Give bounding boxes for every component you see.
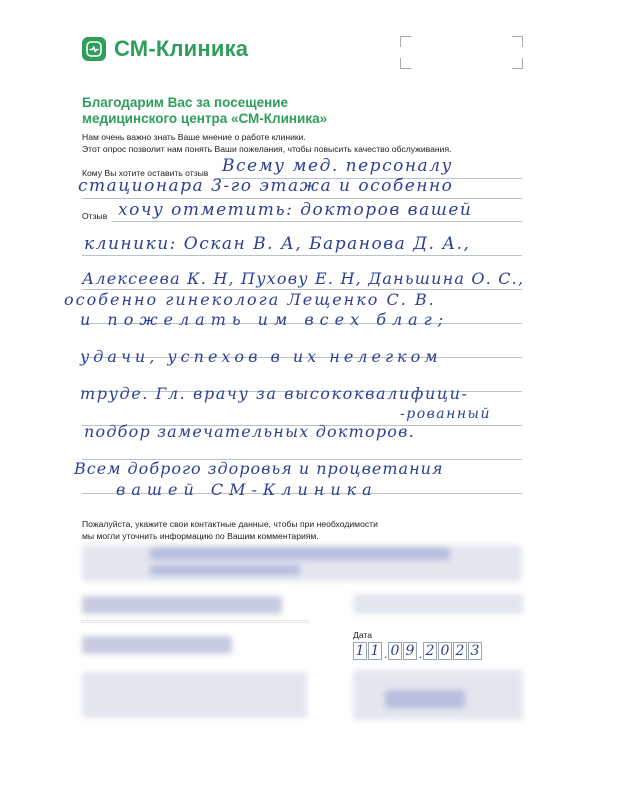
- heading-line: медицинского центра «СМ-Клиника»: [82, 111, 328, 126]
- brand-logo: [82, 36, 248, 62]
- date-digit: 1: [368, 642, 382, 660]
- intro-line: Этот опрос позволит нам понять Ваши пожелания, чтобы повысить качество обслуживания.: [82, 143, 452, 154]
- redacted-field: [82, 596, 282, 614]
- redacted-field: [82, 672, 307, 718]
- heading-line: Благодарим Вас за посещение: [82, 95, 289, 110]
- handwritten-line: и пожелать им всех благ;: [80, 310, 450, 329]
- scan-corner-mark: [512, 36, 523, 47]
- date-field: [353, 642, 483, 660]
- page-heading: [82, 95, 382, 127]
- handwritten-line: особенно гинеколога Лещенко С. В.: [64, 290, 436, 309]
- handwritten-line: Всему мед. персоналу: [222, 156, 453, 176]
- brand-name: СМ-Клиника: [114, 36, 249, 61]
- redacted-signature: [385, 690, 465, 708]
- date-digit: 3: [468, 642, 482, 660]
- handwritten-line: подбор замечательных докторов.: [84, 422, 415, 441]
- handwritten-line: клиники: Оскан В. А, Баранова Д. А.,: [84, 234, 471, 254]
- writing-line: [112, 221, 522, 222]
- handwritten-line: вашей СМ-Клиника: [116, 480, 378, 499]
- date-digit: 2: [423, 642, 437, 660]
- scan-corner-mark: [400, 58, 411, 69]
- date-digit: 0: [388, 642, 402, 660]
- phone-field-box: [82, 620, 309, 623]
- intro-text: [82, 132, 502, 155]
- redacted-handwriting: [150, 565, 300, 575]
- writing-line: [82, 198, 522, 199]
- handwritten-line: Всем доброго здоровья и процветания: [74, 459, 444, 478]
- date-digit: 9: [403, 642, 417, 660]
- redacted-field: [82, 636, 232, 654]
- date-digit: 1: [353, 642, 367, 660]
- handwritten-line: труде. Гл. врачу за высококвалифици-: [80, 384, 469, 403]
- handwritten-line: стационара 3-го этажа и особенно: [78, 176, 454, 196]
- date-digit: 2: [453, 642, 467, 660]
- redacted-handwriting: [150, 548, 450, 560]
- contact-request-text: [82, 519, 442, 542]
- date-digit: 0: [438, 642, 452, 660]
- writing-line: [82, 255, 522, 256]
- scan-corner-mark: [512, 58, 523, 69]
- handwritten-line: хочу отметить: докторов вашей: [118, 200, 473, 220]
- handwritten-line: Алексеева К. Н, Пухову Е. Н, Даньшина О. С.,: [82, 269, 525, 288]
- review-label: Отзыв: [82, 211, 108, 221]
- to-whom-label: Кому Вы хотите оставить отзыв: [82, 168, 209, 178]
- handwritten-line: -рованный: [400, 406, 491, 422]
- handwritten-line: удачи, успехов в их нелегком: [80, 347, 442, 366]
- date-separator: .: [383, 647, 388, 661]
- brand-heart-icon: [82, 37, 106, 61]
- contact-line: мы могли уточнить информацию по Вашим комментариям.: [82, 530, 319, 541]
- intro-line: Нам очень важно знать Ваше мнение о работе клиники.: [82, 132, 306, 142]
- scan-corner-mark: [400, 36, 411, 47]
- contact-line: Пожалуйста, укажите свои контактные данные, чтобы при необходимости: [82, 519, 378, 529]
- date-separator: .: [418, 647, 423, 661]
- redacted-field: [353, 594, 523, 614]
- date-label: Дата: [353, 630, 373, 640]
